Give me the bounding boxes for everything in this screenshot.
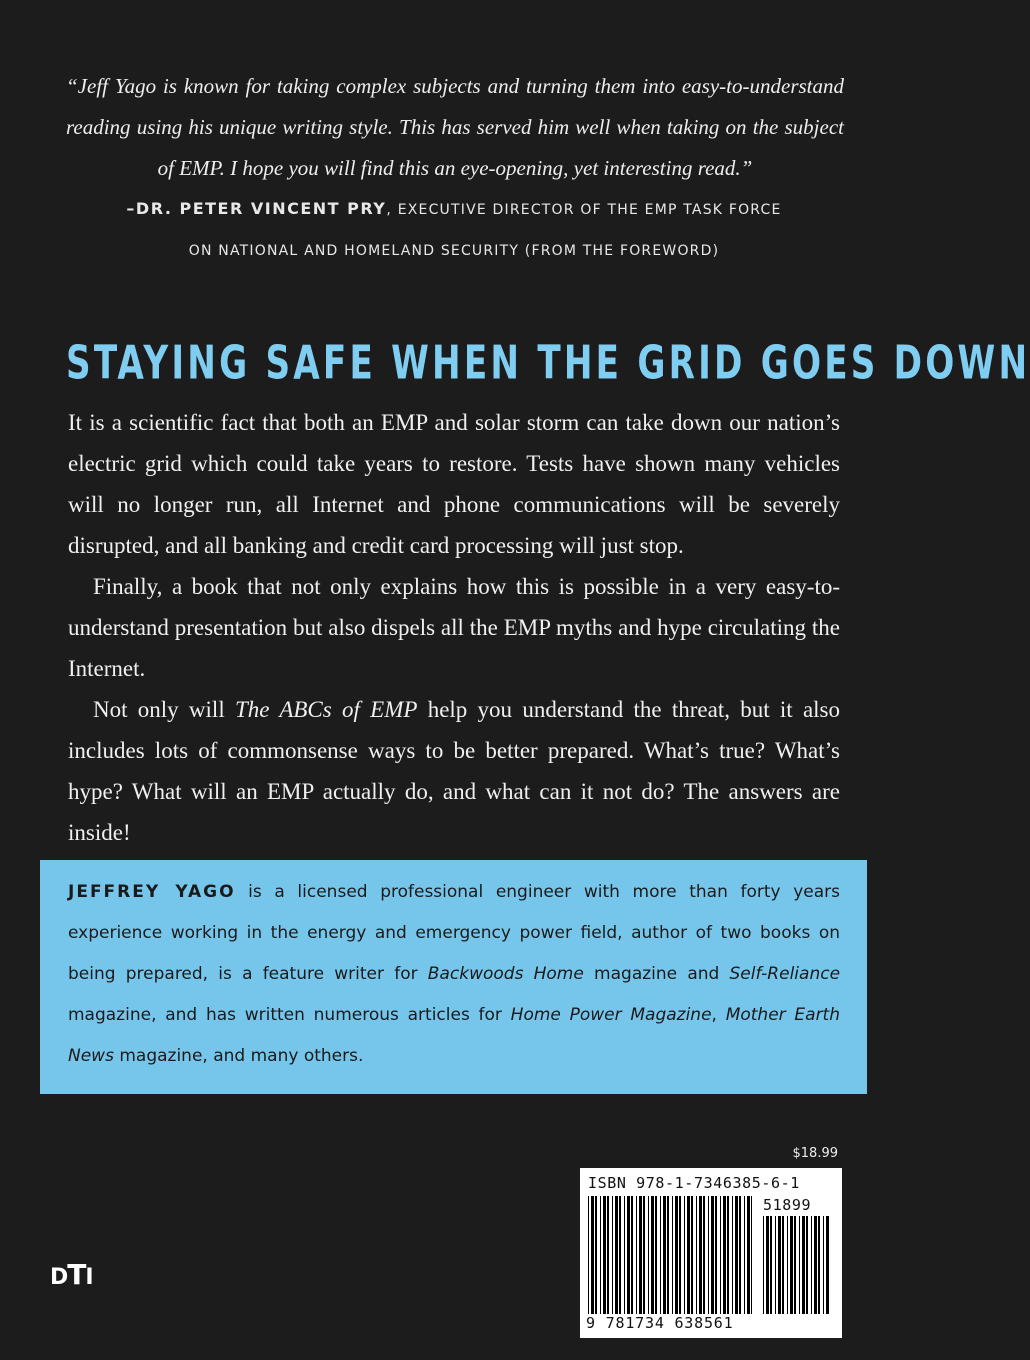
paragraph-3-intro: Not only will	[93, 697, 235, 722]
attribution-name: DR. PETER VINCENT PRY	[135, 199, 387, 218]
description-paragraph-2: Finally, a book that not only explains how this is possible in a very easy-to-understand presentation but also dispels all the EMP myths and hype circulating the Internet.	[68, 574, 840, 681]
publication-name: Backwoods Home	[427, 964, 584, 984]
publisher-logo	[50, 1258, 93, 1291]
barcode-bar	[619, 1196, 621, 1314]
barcode-bars	[580, 1168, 842, 1338]
barcode-bar	[814, 1216, 817, 1314]
barcode-bar	[811, 1216, 812, 1314]
book-title: The ABCs of EMP	[234, 697, 418, 722]
barcode-bar	[591, 1196, 594, 1314]
price-label: $18.99	[792, 1146, 838, 1161]
barcode-bar	[603, 1196, 606, 1314]
barcode-bar	[703, 1196, 705, 1314]
barcode-bar	[823, 1216, 824, 1314]
barcode-bar	[648, 1196, 649, 1314]
description-body	[68, 402, 840, 853]
barcode-bar	[607, 1196, 609, 1314]
barcode-bar	[739, 1196, 741, 1314]
bio-segment: ,	[711, 1005, 726, 1025]
barcode-bar	[627, 1196, 630, 1314]
barcode-bar	[782, 1216, 784, 1314]
bio-segment: magazine and	[583, 964, 730, 984]
barcode-bar	[794, 1216, 796, 1314]
attribution-title-2: ON NATIONAL AND HOMELAND SECURITY (FROM THE FOREWORD)	[188, 243, 720, 259]
barcode-bar	[778, 1216, 781, 1314]
barcode-bar	[595, 1196, 597, 1314]
author-name: JEFFREY YAGO	[68, 882, 236, 902]
barcode-bar	[679, 1196, 681, 1314]
barcode-bar	[766, 1216, 769, 1314]
barcode-bar	[639, 1196, 642, 1314]
barcode-bar	[615, 1196, 618, 1314]
barcode-bar	[672, 1196, 673, 1314]
barcode-bar	[711, 1196, 714, 1314]
barcode-bar	[675, 1196, 678, 1314]
barcode-bar	[687, 1196, 690, 1314]
logo-letter: T	[67, 1258, 86, 1291]
barcode-bar	[775, 1216, 776, 1314]
barcode-bar	[732, 1196, 733, 1314]
isbn-barcode	[580, 1168, 842, 1338]
barcode-bar	[624, 1196, 625, 1314]
logo-letter: I	[85, 1265, 93, 1290]
author-bio-box	[40, 860, 867, 1094]
attribution-title-1: , EXECUTIVE DIRECTOR OF THE EMP TASK FORCE	[386, 202, 782, 218]
barcode-bar	[747, 1196, 750, 1314]
endorsement-quote: “Jeff Yago is known for taking complex subjects and turning them into easy-to-understand reading using his unique writing style. This has served him well when taking on the subject of EMP. I hope you will find this an eye-opening, yet interesting read.”	[66, 74, 844, 180]
barcode-bar	[600, 1196, 601, 1314]
barcode-bar	[696, 1196, 697, 1314]
barcode-bar	[663, 1196, 666, 1314]
ean-digits: 9 781734 638561	[586, 1314, 734, 1332]
isbn-number: ISBN 978-1-7346385-6-1	[588, 1174, 800, 1192]
barcode-bar	[826, 1216, 829, 1314]
barcode-bar	[790, 1216, 793, 1314]
barcode-bar	[651, 1196, 654, 1314]
bio-segment: magazine, and many others.	[113, 1046, 364, 1066]
logo-letter: D	[50, 1265, 68, 1290]
barcode-bar	[636, 1196, 637, 1314]
barcode-bar	[818, 1216, 820, 1314]
barcode-bar	[660, 1196, 661, 1314]
barcode-bar	[631, 1196, 633, 1314]
barcode-bar	[699, 1196, 702, 1314]
barcode-bar	[770, 1216, 772, 1314]
paragraph-3-rest: help you understand the threat, but it also includes lots of commonsense ways to be better prepared. What’s true? What’s hype? What will an EMP actually do, and what can it not do? The answers are inside!	[68, 697, 841, 845]
barcode-bar	[799, 1216, 800, 1314]
barcode-bar	[720, 1196, 721, 1314]
barcode-bar	[643, 1196, 645, 1314]
barcode-bar	[655, 1196, 657, 1314]
author-bio-text	[68, 872, 840, 1077]
barcode-bar	[667, 1196, 669, 1314]
publication-name: Self-Reliance	[729, 964, 841, 984]
barcode-bar	[715, 1196, 717, 1314]
description-paragraph-3	[68, 689, 840, 853]
barcode-bar	[763, 1216, 764, 1314]
barcode-bar	[806, 1216, 808, 1314]
barcode-bar	[708, 1196, 709, 1314]
barcode-bar	[723, 1196, 726, 1314]
barcode-bar	[588, 1196, 589, 1314]
barcode-bar	[802, 1216, 805, 1314]
quote-attribution	[40, 188, 868, 272]
barcode-bar	[751, 1196, 752, 1314]
bio-segment: magazine, and has written numerous articles for	[68, 1005, 511, 1025]
barcode-bar	[684, 1196, 685, 1314]
publication-name: Home Power Magazine	[510, 1005, 712, 1025]
barcode-bar	[744, 1196, 745, 1314]
barcode-bar	[727, 1196, 729, 1314]
barcode-bar	[735, 1196, 738, 1314]
headline: STAYING SAFE WHEN THE GRID GOES DOWN	[66, 336, 1030, 390]
barcode-bar	[612, 1196, 613, 1314]
price-addon-code: 51899	[763, 1196, 812, 1214]
barcode-bar	[787, 1216, 788, 1314]
bio-segment: is a licensed professional engineer with more than forty years experience working in the energy and emergency power field, author of two books on being prepared, is a feature writer for	[68, 882, 840, 984]
attribution-dash: –	[126, 199, 136, 218]
description-paragraph-1: It is a scientific fact that both an EMP and solar storm can take down our nation’s electric grid which could take years to restore. Tests have shown many vehicles will no longer run, all Internet and phone communications will be severely disrupted, and all banking and credit card processing will just stop.	[68, 410, 840, 558]
attribution-line-1	[40, 188, 868, 231]
publication-name: Mother Earth News	[68, 1005, 840, 1066]
barcode-bar	[691, 1196, 693, 1314]
